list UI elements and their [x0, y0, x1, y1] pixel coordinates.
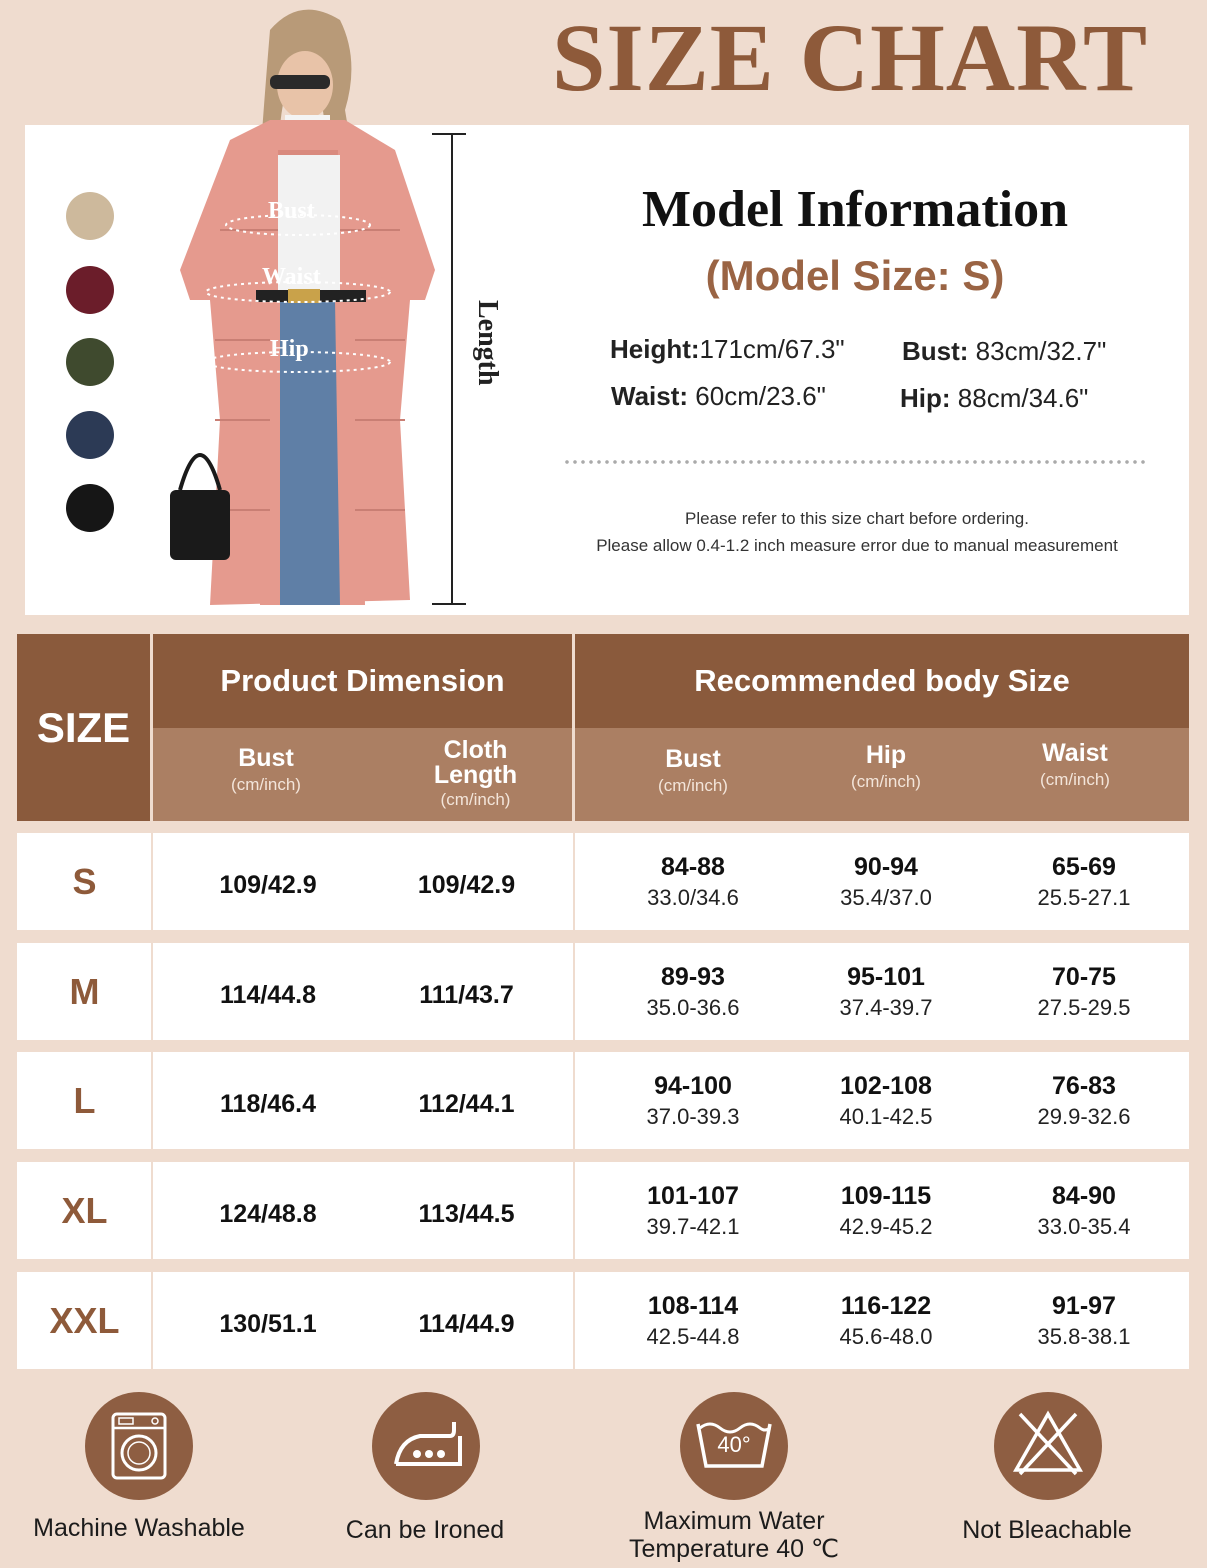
- bust-measure-label: Bust: [268, 198, 315, 224]
- rec-hip-inch: 40.1-42.5: [839, 1103, 933, 1129]
- rec-hip-cell: [811, 1052, 961, 1149]
- rec-waist-inch: 33.0-35.4: [1037, 1213, 1131, 1239]
- bust-value: 114/44.8: [220, 981, 316, 1009]
- size-value: L: [73, 1079, 96, 1121]
- length-value: 109/42.9: [417, 871, 516, 899]
- length-cell: [369, 833, 564, 930]
- length-value: 113/44.5: [418, 1200, 515, 1228]
- water-temperature-icon-text: 40°: [717, 1432, 751, 1457]
- bust-cell: [157, 943, 379, 1040]
- recommended-size-label: Recommended body Size: [694, 663, 1070, 698]
- model-waist-value: 60cm/23.6": [688, 381, 826, 411]
- rec-bust-cm: 101-107: [647, 1181, 739, 1210]
- error-note: Please allow 0.4-1.2 inch measure error due to manual measurement: [596, 536, 1118, 555]
- rec-hip-inch: 37.4-39.7: [839, 994, 933, 1020]
- rec-waist-cell: [961, 833, 1207, 930]
- model-bust: [902, 336, 1106, 367]
- col-unit: (cm/inch): [1040, 770, 1110, 789]
- rec-bust-cell: [575, 833, 811, 930]
- size-value: S: [72, 860, 97, 902]
- size-value: XXL: [49, 1299, 120, 1341]
- black-swatch[interactable]: [66, 484, 114, 532]
- col-unit: (cm/inch): [851, 772, 921, 791]
- bust-value: 130/51.1: [219, 1310, 317, 1338]
- rec-bust-inch: 33.0/34.6: [647, 884, 739, 910]
- model-illustration: [160, 0, 460, 615]
- bust-cell: [157, 1052, 379, 1149]
- length-label: Length: [472, 300, 503, 386]
- size-cell: [17, 833, 152, 930]
- length-cell: [369, 1052, 564, 1149]
- model-height: [610, 334, 845, 365]
- rec-waist-inch: 25.5-27.1: [1037, 884, 1131, 910]
- order-note: Please refer to this size chart before ordering.: [685, 509, 1029, 528]
- can-be-ironed-label: Can be Ironed: [345, 1516, 505, 1544]
- col-unit: (cm/inch): [658, 776, 728, 795]
- col-title: Bust: [665, 745, 721, 773]
- col-header-rec-hip: [811, 728, 961, 821]
- product-dimension-label: Product Dimension: [220, 663, 505, 698]
- table-row: [17, 833, 1189, 930]
- column-divider: [151, 1052, 153, 1149]
- rec-waist-inch: 35.8-38.1: [1037, 1323, 1131, 1349]
- height-value: 171cm/67.3": [699, 334, 845, 364]
- length-value: 111/43.7: [419, 981, 514, 1009]
- bust-cell: [157, 1162, 379, 1259]
- rec-hip-inch: 35.4/37.0: [840, 884, 932, 910]
- col-unit: (cm/inch): [231, 775, 301, 794]
- rec-hip-cm: 109-115: [840, 1181, 932, 1210]
- col-header-rec-waist: [961, 728, 1189, 821]
- rec-waist-inch: 27.5-29.5: [1037, 994, 1131, 1020]
- dotted-divider: [563, 459, 1145, 465]
- rec-bust-cm: 89-93: [661, 962, 725, 991]
- length-cell: [369, 943, 564, 1040]
- waist-measure-label: Waist: [262, 264, 321, 290]
- rec-waist-cell: [961, 1052, 1207, 1149]
- col-header-rec-bust: [575, 728, 811, 821]
- model-info-title: Model Information: [641, 181, 1069, 238]
- size-cell: [17, 1162, 152, 1259]
- rec-hip-inch: 42.9-45.2: [839, 1213, 933, 1239]
- size-value: M: [69, 970, 100, 1012]
- col-header-cloth-length: [379, 728, 572, 821]
- col-title: Bust: [238, 744, 294, 772]
- machine-washable-label: Machine Washable: [33, 1514, 245, 1542]
- max-water-line2: Temperature 40 ℃: [628, 1535, 840, 1563]
- iron-icon: [372, 1392, 480, 1500]
- size-value: XL: [61, 1189, 108, 1231]
- col-title: Waist: [1042, 739, 1108, 767]
- bust-value: 118/46.4: [220, 1090, 316, 1118]
- navy-swatch[interactable]: [66, 411, 114, 459]
- hip-measure-label: Hip: [270, 336, 309, 362]
- rec-waist-cm: 65-69: [1052, 852, 1116, 881]
- rec-hip-cell: [811, 943, 961, 1040]
- rec-bust-cell: [575, 943, 811, 1040]
- rec-hip-cell: [811, 833, 961, 930]
- model-hip-value: 88cm/34.6": [950, 383, 1089, 413]
- rec-waist-cell: [961, 943, 1207, 1040]
- page-title: SIZE CHART: [551, 4, 1149, 111]
- max-water-line1: Maximum Water: [643, 1507, 825, 1535]
- model-bust-label: Bust:: [902, 336, 969, 366]
- khaki-swatch[interactable]: [66, 192, 114, 240]
- col-unit: (cm/inch): [440, 790, 511, 809]
- height-label: Height:: [610, 334, 700, 364]
- model-hip-label: Hip:: [900, 383, 951, 413]
- length-cell: [369, 1272, 564, 1369]
- column-divider: [151, 833, 153, 930]
- column-divider: [151, 1272, 153, 1369]
- bust-value: 124/48.8: [219, 1200, 317, 1228]
- bust-value: 109/42.9: [219, 871, 317, 899]
- olive-swatch[interactable]: [66, 338, 114, 386]
- rec-bust-inch: 39.7-42.1: [646, 1213, 740, 1239]
- table-row: [17, 943, 1189, 1040]
- bust-cell: [157, 833, 379, 930]
- rec-bust-cell: [575, 1272, 811, 1369]
- table-row: [17, 1052, 1189, 1149]
- recommended-size-header: [575, 634, 1189, 728]
- bust-cell: [157, 1272, 379, 1369]
- model-waist-label: Waist:: [611, 381, 689, 411]
- rec-bust-cm: 108-114: [647, 1291, 739, 1320]
- rec-bust-cell: [575, 1052, 811, 1149]
- max-water-temperature-label: [584, 1507, 884, 1563]
- length-cell: [369, 1162, 564, 1259]
- product-dimension-header: [153, 634, 572, 728]
- rec-bust-inch: 37.0-39.3: [646, 1103, 740, 1129]
- rec-bust-cm: 94-100: [654, 1071, 732, 1100]
- model-size-subtitle: (Model Size: S): [705, 252, 1005, 299]
- rec-bust-inch: 35.0-36.6: [646, 994, 740, 1020]
- model-hip: [900, 383, 1088, 414]
- rec-bust-cm: 84-88: [661, 852, 725, 881]
- rec-hip-inch: 45.6-48.0: [839, 1323, 933, 1349]
- rec-hip-cell: [811, 1272, 961, 1369]
- rec-waist-cm: 70-75: [1052, 962, 1116, 991]
- burgundy-swatch[interactable]: [66, 266, 114, 314]
- length-ruler: [428, 132, 468, 608]
- rec-waist-cell: [961, 1272, 1207, 1369]
- table-row: [17, 1272, 1189, 1369]
- column-divider: [151, 1162, 153, 1259]
- rec-hip-cell: [811, 1162, 961, 1259]
- model-bust-value: 83cm/32.7": [968, 336, 1107, 366]
- table-row: [17, 1162, 1189, 1259]
- length-value: 112/44.1: [418, 1090, 515, 1118]
- length-value: 114/44.9: [418, 1310, 515, 1338]
- col-title: Cloth Length: [433, 736, 518, 789]
- column-divider: [151, 943, 153, 1040]
- rec-bust-inch: 42.5-44.8: [646, 1323, 740, 1349]
- rec-waist-cell: [961, 1162, 1207, 1259]
- machine-wash-icon: [85, 1392, 193, 1500]
- rec-waist-inch: 29.9-32.6: [1037, 1103, 1131, 1129]
- rec-waist-cm: 76-83: [1052, 1071, 1116, 1100]
- rec-hip-cm: 102-108: [840, 1071, 932, 1100]
- rec-hip-cm: 116-122: [840, 1291, 932, 1320]
- col-title: Hip: [865, 741, 907, 769]
- size-cell: [17, 943, 152, 1040]
- rec-hip-cm: 90-94: [854, 852, 918, 881]
- size-cell: [17, 1052, 152, 1149]
- size-cell: [17, 1272, 152, 1369]
- rec-waist-cm: 84-90: [1052, 1181, 1116, 1210]
- size-header: [17, 634, 150, 821]
- rec-hip-cm: 95-101: [847, 962, 925, 991]
- not-bleachable-label: Not Bleachable: [962, 1516, 1132, 1544]
- rec-waist-cm: 91-97: [1052, 1291, 1116, 1320]
- water-temperature-icon: [680, 1392, 788, 1500]
- size-header-label: SIZE: [36, 703, 131, 751]
- model-waist: [611, 381, 826, 412]
- no-bleach-icon: [994, 1392, 1102, 1500]
- rec-bust-cell: [575, 1162, 811, 1259]
- col-header-bust: [153, 728, 379, 821]
